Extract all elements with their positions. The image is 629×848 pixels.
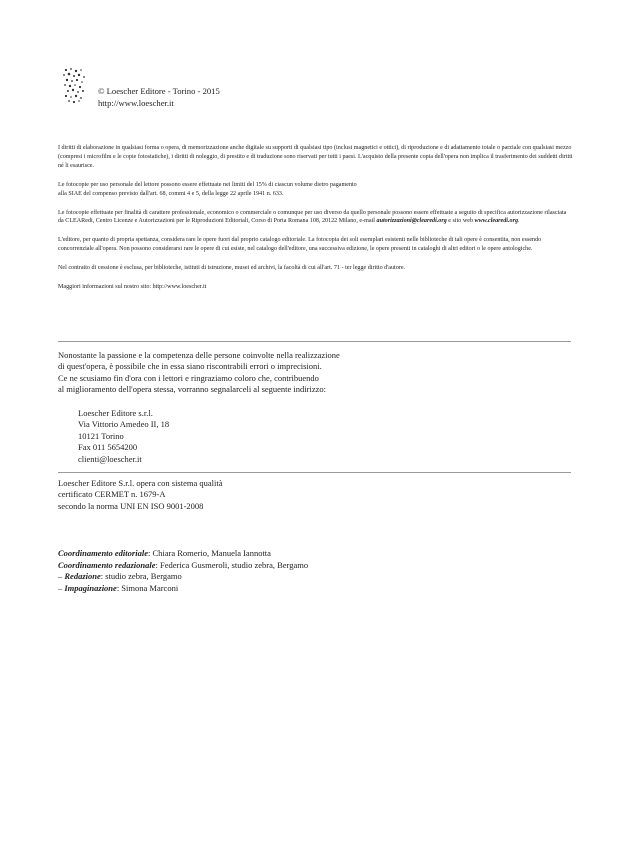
address-email[interactable]: clienti@loescher.it — [78, 453, 142, 464]
clearedi-site[interactable]: www.clearedi.org — [474, 218, 518, 225]
publisher-logo — [60, 66, 88, 106]
errata-notice: Nonostante la passione e la competenza delle persone coinvolte nella realizzazione di quest'opera, è possibile che in essa siano riscontrabili errori o imprecisioni. Ce ne scusiamo fin d'ora con i lettori e ringraziamo coloro che, contribuendo al miglioramento dell'opera stessa, vorranno segnalarceli al seguente indirizzo: — [58, 350, 340, 395]
photocopy-professional-paragraph: Le fotocopie effettuate per finalità di carattere professionale, economico o commerciale o comunque per uso diverso da quello personale possono essere effettuate a seguito di specifica autorizzazione rilasciata da CLEARedi, Centro Licenze e Autorizzazioni per le Riproduzioni Editoriali, Corso di Porta Romana 108, 20122 Milano, e-mail autorizzazioni@clearedi.org e sito web www.clearedi.org. — [58, 209, 567, 225]
editorial-credits — [58, 548, 308, 594]
copyright-line: © Loescher Editore - Torino - 2015 — [98, 86, 220, 96]
photocopy-personal-line2: alla SIAE del compenso previsto dall'art. 68, commi 4 e 5, della legge 22 aprile 1941 n. 633. — [58, 190, 284, 197]
quality-certification: Loescher Editore S.r.l. opera con sistema qualità certificato CERMET n. 1679-A secondo la norma UNI EN ISO 9001-2008 — [58, 478, 223, 511]
rights-paragraph: I diritti di elaborazione in qualsiasi forma o opera, di memorizzazione anche digitale su supporti di qualsiasi tipo (inclusi magnetici e ottici), di riproduzione e di adattamento totale o parziale con qualsiasi mezzo (compresi i microfilm e le copie fotostatiche), i diritti di noleggio, di prestito e di traduzione sono riservati per tutti i paesi. L'acquisto della presente copia dell'opera non implica il trasferimento dei suddetti diritti né li esaurisce. — [58, 145, 573, 169]
header — [98, 85, 220, 109]
address-street: Via Vittorio Amedeo II, 18 — [78, 419, 170, 430]
legal-notice — [58, 144, 573, 302]
photocopy-personal-paragraph: Le fotocopie per uso personale del lettore possono essere effettuate nei limiti del 15% di ciascun volume dietro pagamento alla SIAE del compenso previsto dall'art. 68, commi 4 e 5, della legge 22 aprile 1941 n. 633. — [58, 181, 357, 197]
address-fax: Fax 011 5654200 — [78, 442, 138, 453]
rare-works-paragraph: L'editore, per quanto di propria spettanza, considera rare le opere fuori dal proprio catalogo editoriale. La fotocopia dei soli esemplari esistenti nelle biblioteche di tali opere è consentita, non essendo concorrenziale all'opera. Non possono considerarsi rare le opere di cui esiste, nel catalogo dell'editore, una successiva edizione, le opere presenti in cataloghi di altri editori o le opere antologiche. — [58, 237, 542, 253]
more-info-paragraph: Maggiori informazioni sul nostro sito: http://www.loescher.it — [58, 284, 207, 291]
address-city: 10121 Torino — [78, 430, 124, 441]
publisher-url[interactable]: http://www.loescher.it — [98, 98, 174, 108]
credit-coordinamento-redazionale: Coordinamento redazionale: Federica Gusmeroli, studio zebra, Bergamo — [58, 559, 309, 570]
credit-coordinamento-editoriale: Coordinamento editoriale: Chiara Romerio, Manuela Iannotta — [58, 548, 271, 558]
credit-impaginazione: – Impaginazione: Simona Marconi — [58, 582, 179, 593]
contact-address — [78, 408, 169, 465]
clearedi-email[interactable]: autorizzazioni@clearedi.org — [376, 218, 447, 225]
library-exception-paragraph: Nel contratto di cessione è esclusa, per biblioteche, istituti di istruzione, musei ed archivi, la facoltà di cui all'art. 71 - ter legge diritto d'autore. — [58, 265, 406, 272]
address-company: Loescher Editore s.r.l. — [78, 408, 153, 418]
credit-redazione: – Redazione: studio zebra, Bergamo — [58, 571, 182, 582]
divider-bottom — [58, 472, 571, 473]
divider-top — [58, 341, 571, 342]
